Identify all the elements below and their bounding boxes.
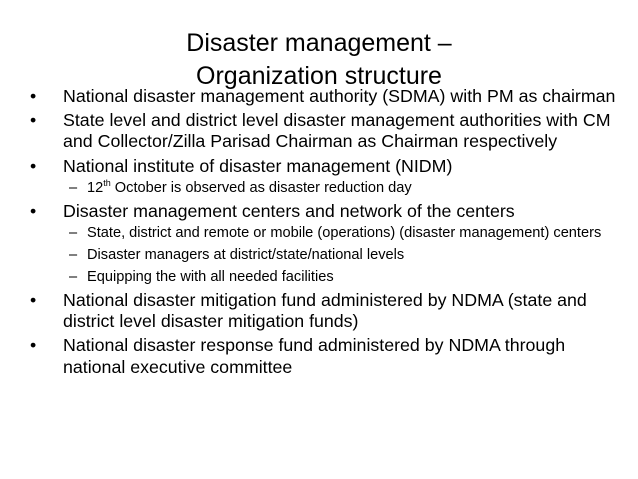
bullet-item-management-centers bbox=[30, 201, 630, 286]
sub-item-date-suffix: th bbox=[103, 177, 111, 188]
sub-item-text: Equipping the with all needed facilities bbox=[87, 269, 334, 286]
sub-item-text: Disaster managers at district/state/national levels bbox=[87, 247, 405, 264]
sub-list bbox=[63, 224, 630, 286]
title-line-1: Disaster management – bbox=[186, 28, 452, 57]
bullet-item-nidm bbox=[30, 156, 630, 197]
bullet-icon: • bbox=[30, 86, 37, 106]
sub-item-date-number: 12 bbox=[87, 179, 104, 196]
bullet-text: National disaster management authority (SDMA) with PM as chairman bbox=[63, 86, 616, 106]
sub-item-centers-types bbox=[63, 224, 630, 242]
sub-item-equipping bbox=[63, 268, 630, 286]
bullet-text: National disaster mitigation fund administered by NDMA (state and district level disaster mitigation funds) bbox=[63, 290, 587, 332]
slide-title bbox=[0, 27, 638, 93]
bullet-icon: • bbox=[30, 200, 37, 221]
bullet-text: State level and district level disaster management authorities with CM and Collector/Zilla Parisad Chairman as Chairman respectively bbox=[63, 110, 611, 152]
bullet-icon: • bbox=[30, 110, 37, 131]
bullet-icon: • bbox=[30, 290, 37, 311]
dash-icon: – bbox=[69, 179, 78, 196]
sub-item-text: October is observed as disaster reduction day bbox=[110, 179, 412, 196]
bullet-text: National disaster response fund administered by NDMA through national executive committee bbox=[63, 335, 566, 377]
bullet-item-ndma-authority bbox=[30, 86, 630, 107]
sub-item-reduction-day bbox=[63, 179, 630, 197]
dash-icon: – bbox=[69, 225, 78, 242]
bullet-icon: • bbox=[30, 335, 37, 356]
bullet-list bbox=[30, 86, 630, 381]
dash-icon: – bbox=[69, 269, 78, 286]
bullet-text: Disaster management centers and network of the centers bbox=[63, 200, 515, 221]
bullet-item-mitigation-fund bbox=[30, 290, 630, 332]
dash-icon: – bbox=[69, 247, 78, 264]
bullet-item-state-district-authorities bbox=[30, 110, 630, 152]
title-line-2: Organization structure bbox=[196, 61, 442, 90]
sub-list bbox=[63, 179, 630, 197]
sub-item-disaster-managers bbox=[63, 246, 630, 264]
bullet-item-response-fund bbox=[30, 335, 630, 377]
sub-item-text: State, district and remote or mobile (operations) (disaster management) centers bbox=[87, 225, 602, 242]
bullet-icon: • bbox=[30, 155, 37, 176]
bullet-text: National institute of disaster management (NIDM) bbox=[63, 155, 453, 176]
